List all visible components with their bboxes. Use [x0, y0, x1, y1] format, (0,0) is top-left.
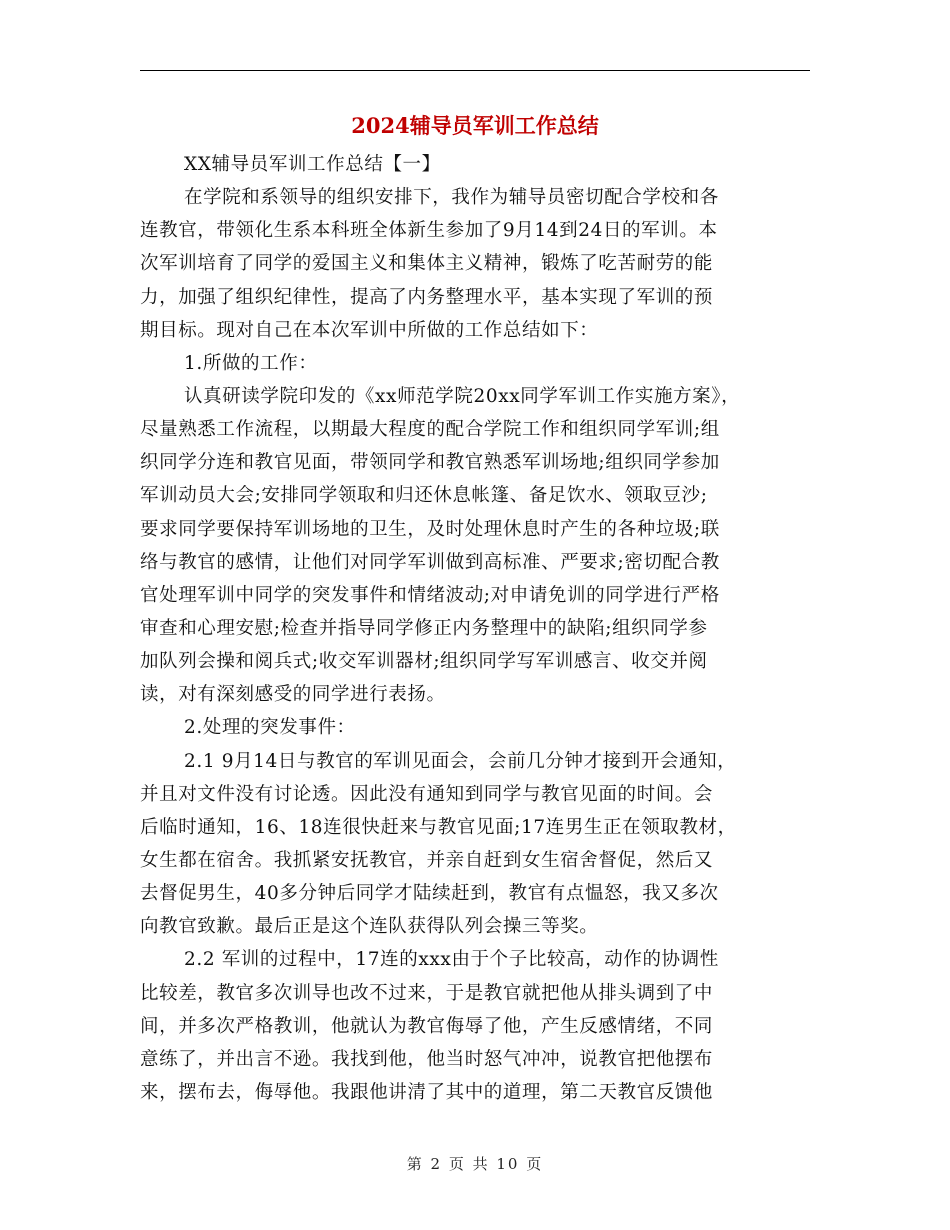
- paragraph-line: 尽量熟悉工作流程，以期最大程度的配合学院工作和组织同学军训;组: [140, 419, 720, 441]
- paragraph-line: 并且对文件没有讨论透。因此没有通知到同学与教官见面的时间。会: [140, 783, 714, 805]
- paragraph-line: 军训动员大会;安排同学领取和归还休息帐篷、备足饮水、领取豆沙;: [140, 485, 708, 507]
- paragraph-line: 读，对有深刻感受的同学进行表扬。: [140, 684, 446, 706]
- document-title: 2024辅导员军训工作总结: [351, 113, 599, 138]
- paragraph-line: 去督促男生，40多分钟后同学才陆续赶到，教官有点愠怒，我又多次: [140, 883, 719, 905]
- subsection-heading: 2.处理的突发事件：: [184, 717, 356, 739]
- paragraph-line: 织同学分连和教官见面，带领同学和教官熟悉军训场地;组织同学参加: [140, 452, 720, 474]
- paragraph-line: 来，摆布去，侮辱他。我跟他讲清了其中的道理，第二天教官反馈他: [140, 1081, 714, 1103]
- paragraph-line: 比较差，教官多次训导也改不过来，于是教官就把他从排头调到了中: [140, 982, 714, 1004]
- document-body: [140, 148, 810, 1109]
- paragraph-line: 连教官，带领化生系本科班全体新生参加了9月14到24日的军训。本: [140, 220, 718, 242]
- section-heading: XX辅导员军训工作总结【一】: [184, 154, 441, 175]
- paragraph-line: 次军训培育了同学的爱国主义和集体主义精神，锻炼了吃苦耐劳的能: [140, 253, 714, 275]
- page-number-footer: 第 2 页 共 10 页: [406, 1155, 544, 1173]
- paragraph-line: 加队列会操和阅兵式;收交军训器材;组织同学写军训感言、收交并阅: [140, 651, 708, 673]
- subsection-heading: 1.所做的工作：: [184, 352, 318, 374]
- paragraph-line: 向教官致歉。最后正是这个连队获得队列会操三等奖。: [140, 916, 599, 938]
- paragraph-line: 女生都在宿舍。我抓紧安抚教官，并亲自赶到女生宿舍督促，然后又: [140, 849, 714, 871]
- header-rule: [140, 70, 810, 71]
- paragraph-line: 力，加强了组织纪律性，提高了内务整理水平，基本实现了军训的预: [140, 286, 714, 308]
- paragraph-line: 官处理军训中同学的突发事件和情绪波动;对申请免训的同学进行严格: [140, 584, 720, 606]
- paragraph-line: 意练了，并出言不逊。我找到他，他当时怒气冲冲，说教官把他摆布: [140, 1048, 714, 1070]
- paragraph-line: 期目标。现对自己在本次军训中所做的工作总结如下：: [140, 319, 599, 341]
- paragraph-line: 在学院和系领导的组织安排下，我作为辅导员密切配合学校和各: [184, 187, 719, 209]
- paragraph-line: 间，并多次严格教训，他就认为教官侮辱了他，产生反感情绪，不同: [140, 1015, 714, 1037]
- paragraph-line: 认真研读学院印发的《xx师范学院20xx同学军训工作实施方案》，: [184, 385, 741, 407]
- paragraph-line: 络与教官的感情，让他们对同学军训做到高标准、严要求;密切配合教: [140, 551, 720, 573]
- paragraph-line: 要求同学要保持军训场地的卫生，及时处理休息时产生的各种垃圾;联: [140, 518, 720, 540]
- paragraph-line: 后临时通知，16、18连很快赶来与教官见面;17连男生正在领取教材，: [140, 816, 737, 838]
- paragraph-line: 审查和心理安慰;检查并指导同学修正内务整理中的缺陷;组织同学参: [140, 617, 708, 639]
- paragraph-line: 2.2 军训的过程中，17连的xxx由于个子比较高，动作的协调性: [184, 949, 719, 971]
- paragraph-line: 2.1 9月14日与教官的军训见面会，会前几分钟才接到开会通知，: [184, 750, 737, 772]
